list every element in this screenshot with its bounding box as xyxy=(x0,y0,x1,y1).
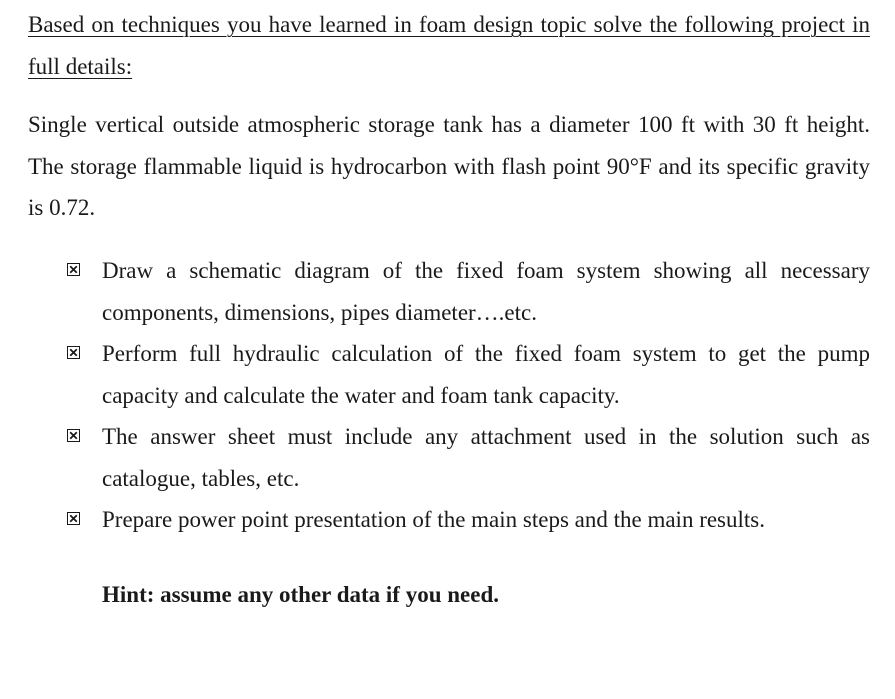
checked-box-icon xyxy=(67,429,80,442)
hint-text: Hint: assume any other data if you need. xyxy=(102,582,499,607)
problem-statement: Single vertical outside atmospheric storage tank has a diameter 100 ft with 30 ft height. The storage flammable liquid is hydrocarbon with flash point 90°F and its specific gravity is 0.72. xyxy=(28,112,870,220)
checked-box-icon xyxy=(67,512,80,525)
task-text: Draw a schematic diagram of the fixed foam system showing all necessary components, dimensions, pipes diameter….etc. xyxy=(102,258,870,325)
checked-box-icon xyxy=(67,346,80,359)
checked-box-icon xyxy=(67,263,80,276)
task-item-presentation xyxy=(64,499,870,541)
task-text: Prepare power point presentation of the main steps and the main results. xyxy=(102,507,765,532)
task-item-diagram xyxy=(64,250,870,333)
task-item-attachments xyxy=(64,416,870,499)
task-text: Perform full hydraulic calculation of the fixed foam system to get the pump capacity and calculate the water and foam tank capacity. xyxy=(102,341,870,408)
assignment-heading: Based on techniques you have learned in foam design topic solve the following project in full details: xyxy=(28,12,870,79)
task-list xyxy=(64,250,870,541)
task-text: The answer sheet must include any attachment used in the solution such as catalogue, tables, etc. xyxy=(102,424,870,491)
task-item-hydraulic-calculation xyxy=(64,333,870,416)
